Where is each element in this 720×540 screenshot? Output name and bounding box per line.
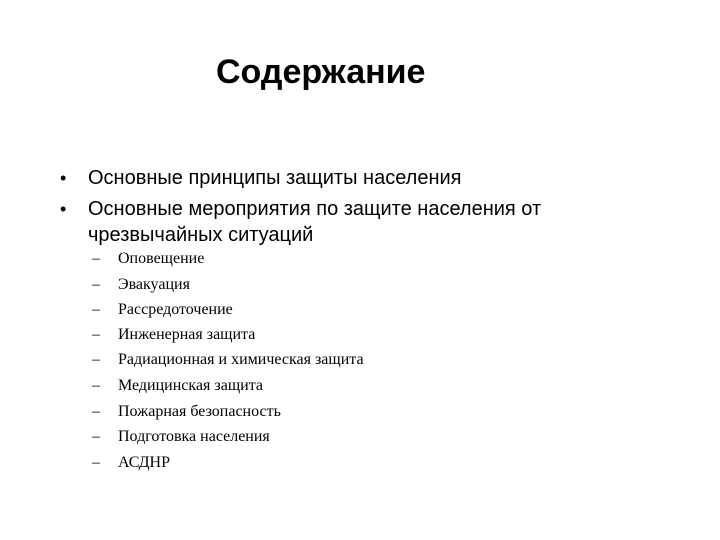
slide-title: Содержание	[216, 53, 426, 91]
dash-icon: –	[92, 428, 100, 445]
dash-icon: –	[92, 276, 100, 293]
bullet-text-line-2: чрезвычайных ситуаций	[88, 224, 314, 246]
dash-icon: –	[92, 326, 100, 343]
list-item-label: Радиационная и химическая защита	[118, 351, 364, 368]
list-item-label: Подготовка населения	[118, 428, 270, 445]
dash-icon: –	[92, 403, 100, 420]
dash-icon: –	[92, 250, 100, 267]
dash-icon: –	[92, 454, 100, 471]
bullet-icon: •	[60, 199, 67, 219]
dash-icon: –	[92, 377, 100, 394]
list-item-label: Рассредоточение	[118, 301, 233, 318]
list-item-label: Эвакуация	[118, 276, 190, 293]
bullet-text: Основные принципы защиты населения	[88, 167, 462, 189]
list-item-label: Медицинская защита	[118, 377, 263, 394]
bullet-text-line-1: Основные мероприятия по защите населения от	[88, 198, 542, 220]
list-item-label: Оповещение	[118, 250, 205, 267]
list-item-label: Пожарная безопасность	[118, 403, 281, 420]
list-item-label: Инженерная защита	[118, 326, 256, 343]
dash-icon: –	[92, 301, 100, 318]
dash-icon: –	[92, 351, 100, 368]
list-item-label: АСДНР	[118, 454, 170, 471]
bullet-icon: •	[60, 168, 67, 188]
